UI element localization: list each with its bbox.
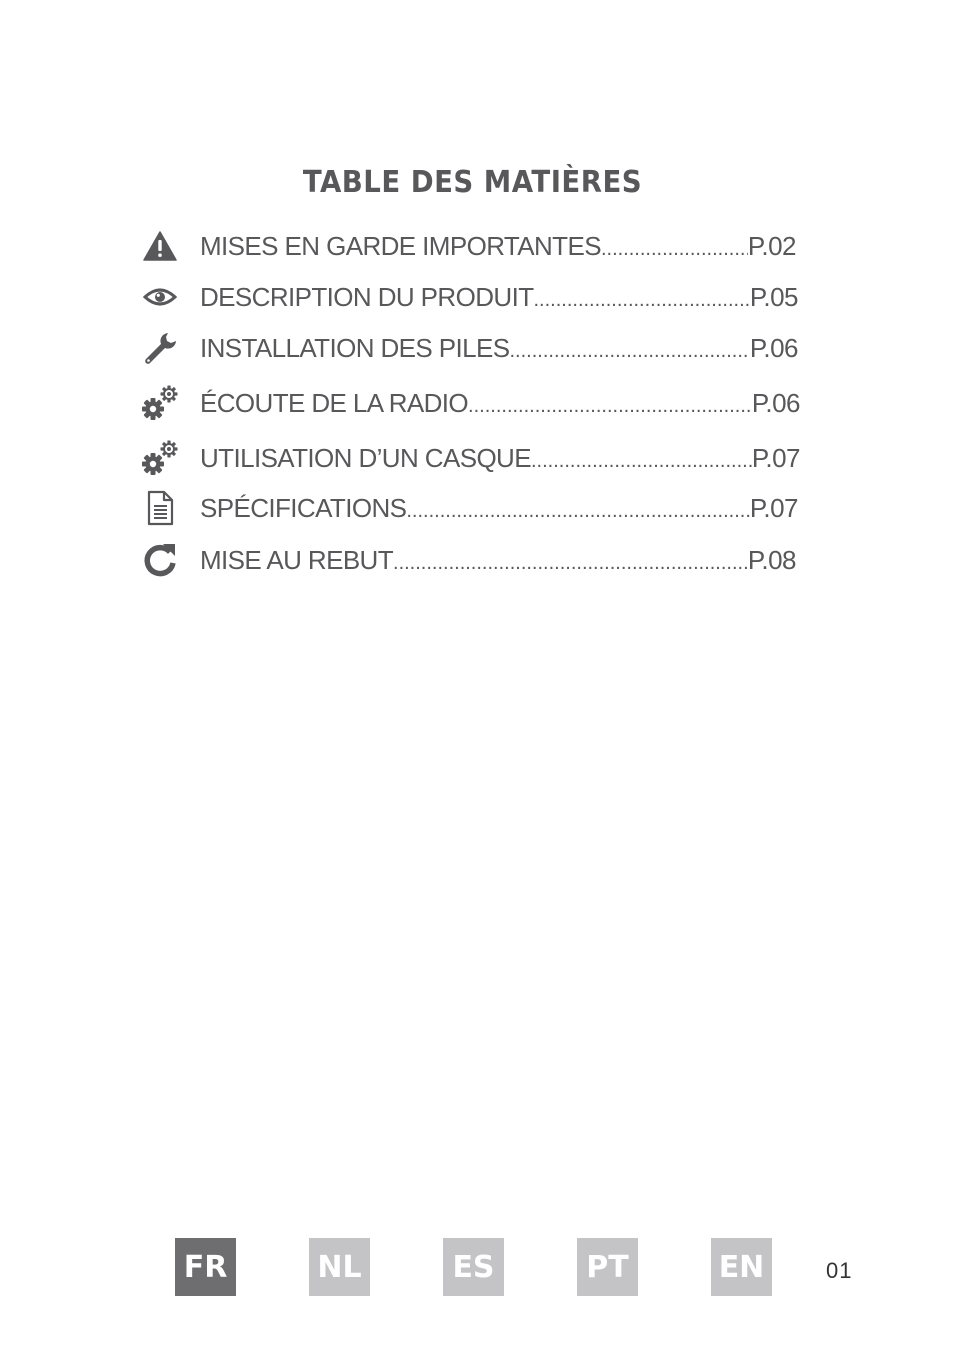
toc-label: DESCRIPTION DU PRODUIT <box>200 281 534 312</box>
dot-leader <box>531 444 752 473</box>
toc-label: UTILISATION D’UN CASQUE <box>200 442 531 473</box>
language-selector <box>0 1238 957 1296</box>
language-tab-fr[interactable]: FR <box>175 1238 236 1296</box>
toc-page: P.05 <box>749 281 798 312</box>
dot-leader <box>601 232 748 261</box>
toc-page: P.06 <box>751 387 800 418</box>
dot-leader <box>533 283 749 312</box>
toc-label: MISES EN GARDE IMPORTANTES <box>200 230 601 261</box>
warning-icon <box>140 226 180 266</box>
toc-line <box>200 383 800 423</box>
toc-label: MISE AU REBUT <box>200 544 394 575</box>
toc-line <box>200 438 800 478</box>
toc-entry-batteries[interactable] <box>140 328 820 368</box>
toc-page: P.02 <box>747 230 796 261</box>
toc-entry-description[interactable] <box>140 277 820 317</box>
toc-line <box>200 226 796 266</box>
toc-label: ÉCOUTE DE LA RADIO <box>200 387 469 418</box>
language-tab-en[interactable]: EN <box>711 1238 772 1296</box>
toc-page: P.08 <box>747 544 796 575</box>
dot-leader <box>468 389 752 418</box>
toc-page: P.07 <box>751 442 800 473</box>
eye-icon <box>140 277 180 317</box>
language-tab-es[interactable]: ES <box>443 1238 504 1296</box>
toc-entry-radio[interactable] <box>140 383 820 423</box>
dot-leader <box>393 546 748 575</box>
page-title: TABLE DES MATIÈRES <box>302 165 643 201</box>
toc-entry-specifications[interactable] <box>140 488 820 528</box>
gears-icon <box>140 438 180 478</box>
language-tab-pt[interactable]: PT <box>577 1238 638 1296</box>
toc-entry-warnings[interactable] <box>140 226 820 266</box>
language-tab-nl[interactable]: NL <box>309 1238 370 1296</box>
dot-leader <box>510 334 750 363</box>
dot-leader <box>406 494 749 523</box>
page-number: 01 <box>826 1258 853 1283</box>
toc-entry-disposal[interactable] <box>140 540 820 580</box>
toc-line <box>200 540 796 580</box>
toc-line <box>200 277 798 317</box>
toc-entry-headphones[interactable] <box>140 438 820 478</box>
gears-icon <box>140 383 180 423</box>
document-icon <box>140 488 180 528</box>
toc-label: INSTALLATION DES PILES <box>200 332 510 363</box>
toc-page: P.06 <box>749 332 798 363</box>
wrench-icon <box>140 328 180 368</box>
refresh-icon <box>140 540 180 580</box>
toc-line <box>200 488 798 528</box>
toc-label: SPÉCIFICATIONS <box>200 492 407 523</box>
toc-line <box>200 328 798 368</box>
toc-page: P.07 <box>749 492 798 523</box>
